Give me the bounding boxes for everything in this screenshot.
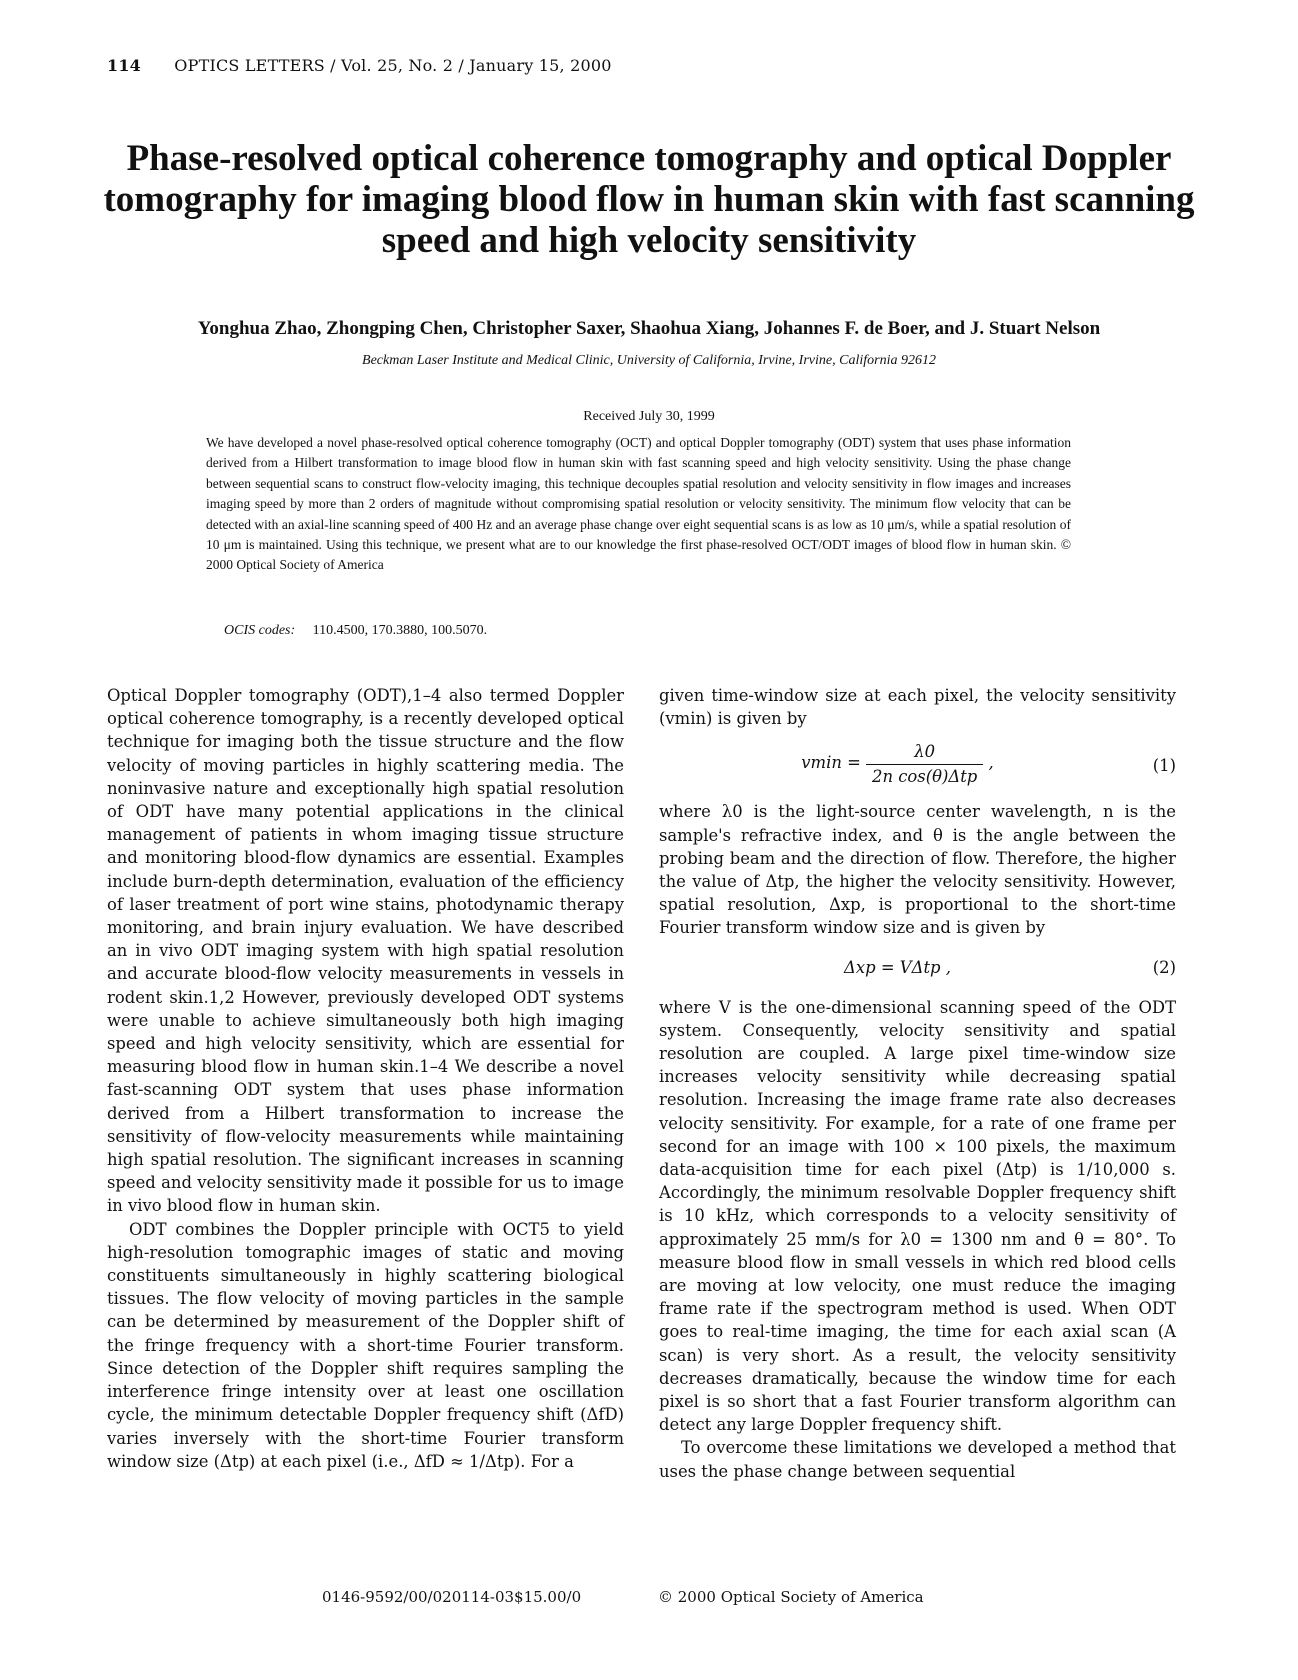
received-date: Received July 30, 1999 (583, 409, 715, 424)
body-paragraph: ODT combines the Doppler principle with OCT5 to yield high-resolution tomographic images of static and moving constituents simultaneously in highly scattering biological tissues. The flow velocity of moving particles in the sample can be determined by measurement of the Doppler shift of the fringe frequency with a short-time Fourier transform. Since detection of the Doppler shift requires sampling the interference fringe intensity over at least one oscillation cycle, the minimum detectable Doppler frequency shift (ΔfD) varies inversely with the short-time Fourier transform window size (Δtp) at each pixel (i.e., ΔfD ≈ 1/Δtp). For a (107, 1219, 624, 1471)
equation-denominator: 2n cos(θ)Δtp (872, 766, 978, 786)
body-paragraph: given time-window size at each pixel, the velocity sensitivity (vmin) is given by (659, 686, 1176, 729)
equation-fraction (866, 740, 983, 787)
equation-numerator: λ0 (866, 740, 983, 764)
article-code: 0146-9592/00/020114-03$15.00/0 (322, 1588, 582, 1606)
ocis-values: 110.4500, 170.3880, 100.5070. (312, 623, 488, 638)
equation-2 (659, 946, 1176, 992)
body-paragraph: where V is the one-dimensional scanning speed of the ODT system. Consequently, velocity sensitivity and spatial resolution are coupled. A large pixel time-window size increases velocity sensitivity while decreasing spatial resolution. Increasing the image frame rate also decreases velocity sensitivity. For example, for a rate of one frame per second for an image with 100 × 100 pixels, the maximum data-acquisition time for each pixel (Δtp) is 1/10,000 s. Accordingly, the minimum resolvable Doppler frequency shift is 10 kHz, which corresponds to a velocity sensitivity of approximately 25 mm/s for λ0 = 1300 nm and θ = 80°. To measure blood flow in small vessels in which red blood cells are moving at low velocity, one must reduce the imaging frame rate if the spectrogram method is used. When ODT goes to real-time imaging, the time for each axial scan (A scan) is very short. As a result, the velocity sensitivity decreases dramatically, because the window time for each pixel is so short that a fast Fourier transform algorithm can detect any large Doppler frequency shift. (659, 997, 1176, 1435)
ocis-label: OCIS codes: (224, 623, 296, 638)
equation-lhs: vmin = (801, 753, 861, 773)
copyright-notice: © 2000 Optical Society of America (658, 1588, 924, 1606)
equation-1 (659, 736, 1176, 796)
page-number: 114 (107, 56, 141, 75)
body-paragraph: where λ0 is the light-source center wavelength, n is the sample's refractive index, and θ is the angle between the probing beam and the direction of flow. Therefore, the higher the value of Δtp, the higher the velocity sensitivity. However, spatial resolution, Δxp, is proportional to the short-time Fourier transform window size and is given by (659, 802, 1176, 938)
abstract: We have developed a novel phase-resolved optical coherence tomography (OCT) and optical Doppler tomography (ODT) system that uses phase information derived from a Hilbert transformation to image blood flow in human skin with fast scanning speed and high velocity sensitivity. Using the phase change between sequential scans to construct flow-velocity imaging, this technique decouples spatial resolution and velocity sensitivity in flow images and increases imaging speed by more than 2 orders of magnitude without compromising spatial resolution or velocity sensitivity. The minimum flow velocity that can be detected with an axial-line scanning speed of 400 Hz and an average phase change over eight sequential scans is as low as 10 μm/s, while a spatial resolution of 10 μm is maintained. Using this technique, we present what are to our knowledge the first phase-resolved OCT/ODT images of blood flow in human skin. © 2000 Optical Society of America (206, 435, 1071, 573)
body-paragraph: Optical Doppler tomography (ODT),1–4 also termed Doppler optical coherence tomography, is a recently developed optical technique for imaging both the tissue structure and the flow velocity of moving particles in highly scattering media. The noninvasive nature and exceptionally high spatial resolution of ODT have many potential applications in the clinical management of patients in whom imaging tissue structure and monitoring blood-flow dynamics are essential. Examples include burn-depth determination, evaluation of the efficiency of laser treatment of port wine stains, photodynamic therapy monitoring, and brain injury evaluation. We have described an in vivo ODT imaging system with high spatial resolution and accurate blood-flow velocity measurements in vessels in rodent skin.1,2 However, previously developed ODT systems were unable to achieve simultaneously both high imaging speed and high velocity sensitivity, which are essential for measuring blood flow in human skin.1–4 We describe a novel fast-scanning ODT system that uses phase information derived from a Hilbert transformation to increase the sensitivity of flow-velocity measurements while maintaining high spatial resolution. The significant increases in scanning speed and velocity sensitivity made it possible for us to image in vivo blood flow in human skin. (107, 686, 624, 1216)
author-list: Yonghua Zhao, Zhongping Chen, Christopher Saxer, Shaohua Xiang, Johannes F. de Boer, and J. Stuart Nelson (197, 318, 1101, 339)
affiliation: Beckman Laser Institute and Medical Clinic, University of California, Irvine, Irvine, California 92612 (362, 353, 936, 368)
body-paragraph: To overcome these limitations we developed a method that uses the phase change between sequential (659, 1438, 1176, 1481)
equation-body: Δxp = VΔtp , (844, 957, 951, 977)
equation-number: (1) (1152, 756, 1176, 776)
equation-number: (2) (1152, 957, 1176, 977)
right-column (659, 684, 1176, 1483)
left-column (107, 684, 624, 1473)
equation-tail: , (988, 753, 994, 773)
paper-title: Phase-resolved optical coherence tomography and optical Doppler tomography for imaging blood flow in human skin with fast scanning speed and high velocity sensitivity (103, 138, 1195, 261)
ocis-codes (224, 623, 487, 639)
running-head (107, 56, 612, 75)
journal-citation: OPTICS LETTERS / Vol. 25, No. 2 / January 15, 2000 (174, 56, 612, 75)
